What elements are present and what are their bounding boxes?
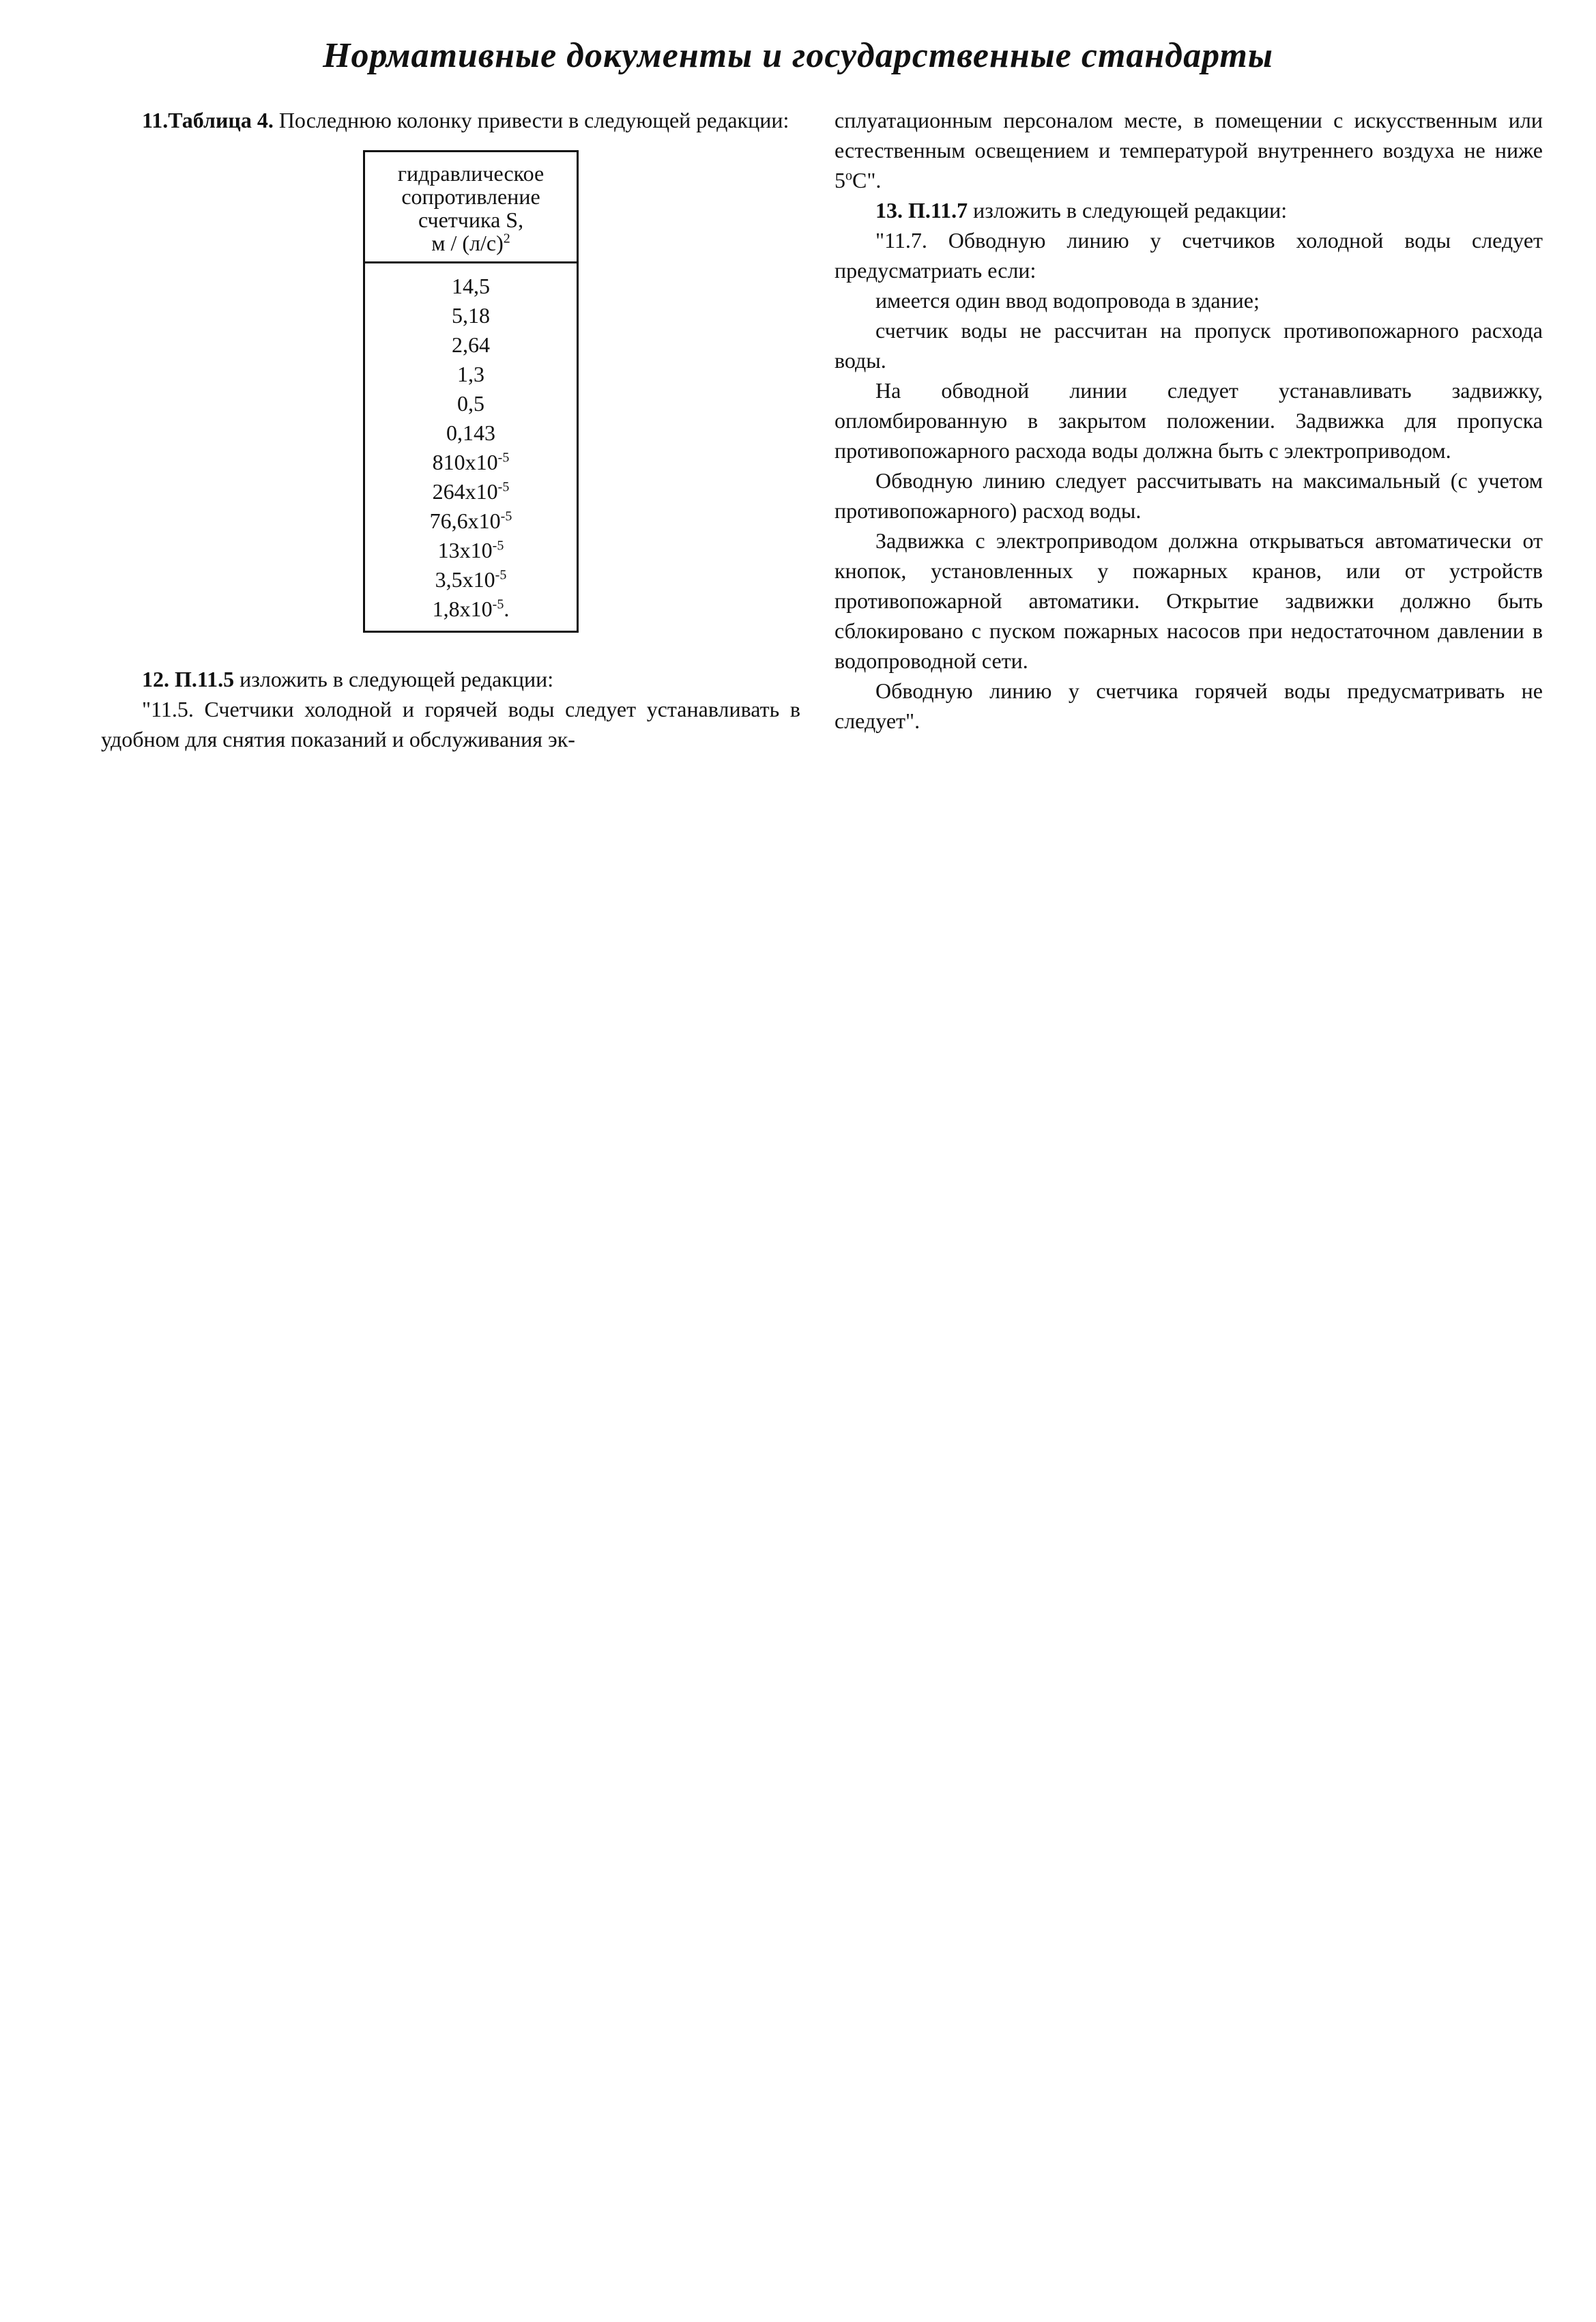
table-cell: [364, 536, 578, 565]
table-cell: [364, 565, 578, 594]
paragraph-gate-valve: На обводной линии следует устанавливать задвижку, опломбированную в закрытом положении. Задвижка для пропуска противопожарного расхода воды должна быть с электроприводом.: [835, 378, 1543, 463]
paragraph-bypass-calc: Обводную линию следует рассчитывать на максимальный (с учетом противопожарного) расход воды.: [835, 468, 1543, 523]
table-header-line: сопротивление: [401, 184, 540, 209]
degree-sign: о: [845, 168, 852, 184]
table-value-exponent: -5: [492, 597, 504, 612]
table-header-line: гидравлическое: [397, 161, 545, 186]
item-11-text: Последнюю колонку привести в следующей редакции:: [273, 108, 789, 132]
table-cell: [364, 330, 578, 360]
hydraulic-resistance-table: [363, 150, 579, 633]
paragraph-item-12: [101, 664, 800, 694]
table-header-unit: м / (л/с): [431, 231, 504, 255]
text-run: сплуатационным персоналом месте, в помещении с искусственным или естественным освещением и температурой внутреннего воздуха не ниже 5: [835, 108, 1543, 192]
table-value: 0,5: [457, 391, 484, 416]
page-header-title: Нормативные документы и государственные стандарты: [323, 36, 1273, 75]
table-value: 0,143: [446, 420, 495, 445]
item-12-text: изложить в следующей редакции:: [234, 667, 554, 691]
left-column: [101, 105, 800, 754]
table-value-exponent: -5: [492, 538, 504, 554]
paragraph-11-7: "11.7. Обводную линию у счетчиков холодной воды следует предусматриать если:: [835, 228, 1543, 283]
paragraph-item-11: [101, 105, 800, 135]
table-header-line: счетчика S,: [418, 207, 524, 232]
paragraph-gate-automation: Задвижка с электроприводом должна открываться автоматически от кнопок, установленных у пожарных кранов, или от устройств противопожарной автоматики. Открытие задвижки должно быть сблокировано с пуском пожарных насосов при недостаточном давлении в водопроводной сети.: [835, 528, 1543, 673]
spacer: [101, 633, 800, 664]
table-cell: [364, 448, 578, 477]
table-cell: [364, 301, 578, 330]
table-value: 810x10: [432, 450, 498, 474]
table-value-exponent: -5: [497, 450, 510, 465]
table-header-unit-exponent: 2: [503, 231, 510, 246]
table-value-exponent: -5: [500, 508, 512, 524]
table-value: 76,6x10: [429, 508, 501, 533]
table-value: 1,3: [457, 362, 484, 386]
table-value: 3,5x10: [435, 567, 495, 592]
table-cell: [364, 263, 578, 302]
item-number-11: 11.Таблица 4.: [142, 108, 274, 132]
paragraph-item-13: [835, 195, 1543, 225]
right-column: [835, 105, 1543, 736]
paragraph-11-5-continued: [835, 105, 1543, 195]
item-number-13: 13. П.11.7: [875, 198, 968, 223]
table-cell: [364, 418, 578, 448]
table-value-exponent: -5: [497, 479, 510, 495]
table-cell: [364, 506, 578, 536]
table-value-tail: .: [504, 597, 510, 621]
paragraph-condition-2: счетчик воды не рассчитан на пропуск противопожарного расхода воды.: [835, 318, 1543, 373]
paragraph-condition-1: имеется один ввод водопровода в здание;: [875, 288, 1260, 313]
table-cell: [364, 389, 578, 418]
table-value-exponent: -5: [495, 567, 507, 583]
table-value: 2,64: [452, 332, 490, 357]
table-header-cell: [364, 152, 578, 263]
text-run: С".: [852, 168, 882, 192]
table-cell: [364, 360, 578, 389]
table-value: 264x10: [432, 479, 498, 504]
table-value: 1,8x10: [432, 597, 493, 621]
paragraph-11-5: "11.5. Счетчики холодной и горячей воды следует устанавливать в удобном для снятия показаний и обслуживания эк-: [101, 697, 800, 751]
item-13-text: изложить в следующей редакции:: [968, 198, 1288, 223]
table-value: 14,5: [452, 274, 490, 298]
paragraph-hot-water: Обводную линию у счетчика горячей воды предусматривать не следует".: [835, 678, 1543, 733]
table-cell: [364, 477, 578, 506]
table-cell: [364, 594, 578, 632]
item-number-12: 12. П.11.5: [142, 667, 235, 691]
table-value: 5,18: [452, 303, 490, 328]
table-value: 13x10: [437, 538, 493, 562]
